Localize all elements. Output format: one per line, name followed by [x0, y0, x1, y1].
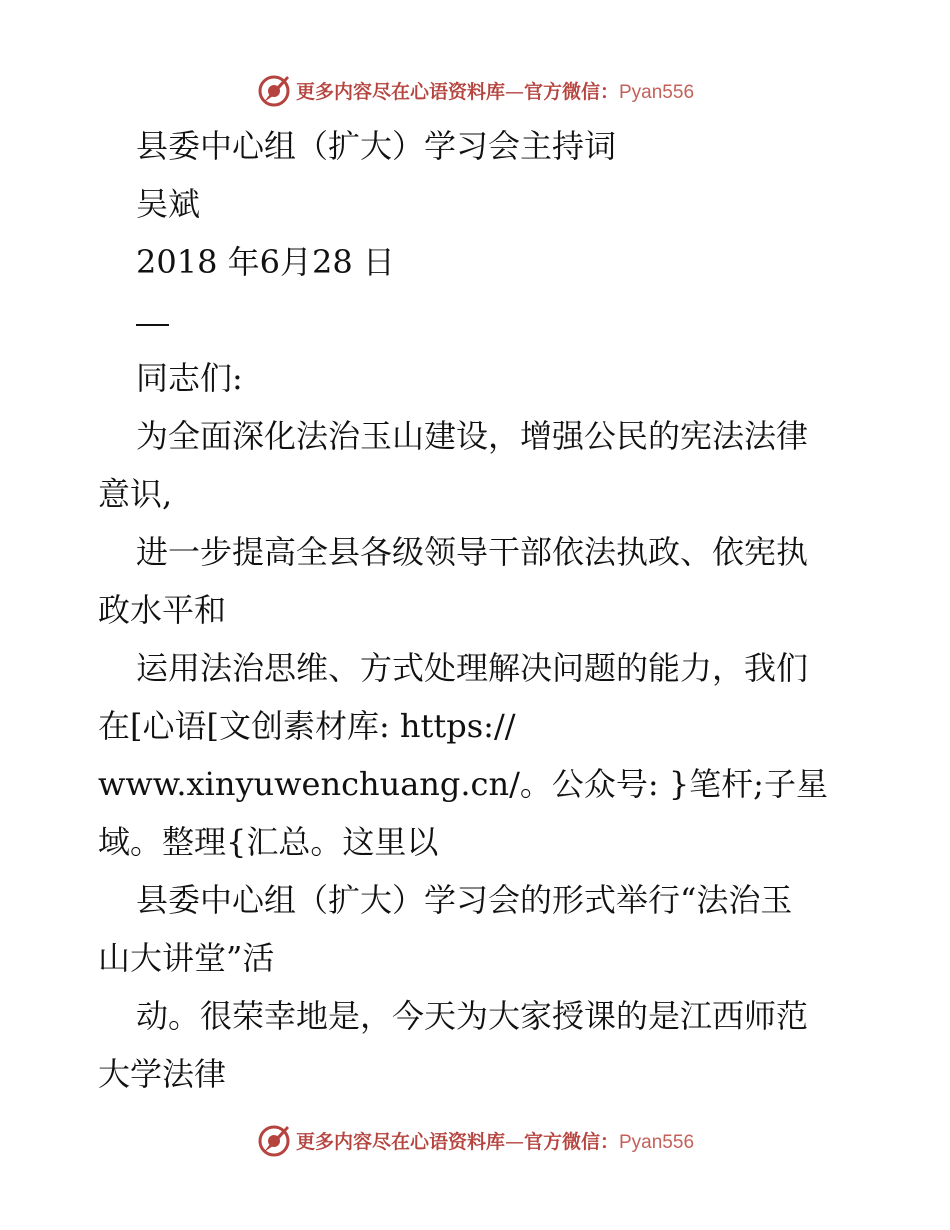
paragraph-line: 动。很荣幸地是，今天为大家授课的是江西师范	[136, 997, 809, 1035]
document-date: 2018 年6月28 日	[136, 243, 395, 281]
paragraph-line: 运用法治思维、方式处理解决问题的能力，我们	[136, 649, 809, 687]
paragraph-line: 县委中心组（扩大）学习会的形式举行“法治玉	[136, 881, 793, 919]
header-watermark	[0, 70, 950, 110]
paragraph-line: 域。整理{汇总。这里以	[98, 823, 439, 861]
paragraph-line: 意识,	[98, 475, 173, 513]
watermark-text: 更多内容尽在心语资料库—官方微信：Pyan556	[295, 80, 695, 103]
separator-dash	[136, 324, 169, 326]
watermark-text: 更多内容尽在心语资料库—官方微信：Pyan556	[295, 1130, 695, 1153]
quill-logo-icon	[256, 72, 292, 108]
paragraph-line: 政水平和	[98, 591, 227, 629]
paragraph-line: 进一步提高全县各级领导干部依法执政、依宪执	[136, 533, 809, 571]
paragraph-line: 同志们:	[136, 359, 243, 397]
footer-watermark	[0, 1120, 950, 1160]
paragraph-line: 大学法律	[98, 1055, 227, 1093]
document-title: 县委中心组（扩大）学习会主持词	[136, 127, 617, 165]
paragraph-line: 为全面深化法治玉山建设，增强公民的宪法法律	[136, 417, 809, 455]
document-author: 吴斌	[136, 185, 201, 223]
paragraph-line: 山大讲堂”活	[98, 939, 275, 977]
paragraph-line: www.xinyuwenchuang.cn/。公众号: }笔杆;子星	[98, 765, 828, 803]
paragraph-line: 在[心语[文创素材库: https://	[98, 707, 516, 745]
quill-logo-icon	[256, 1122, 292, 1158]
